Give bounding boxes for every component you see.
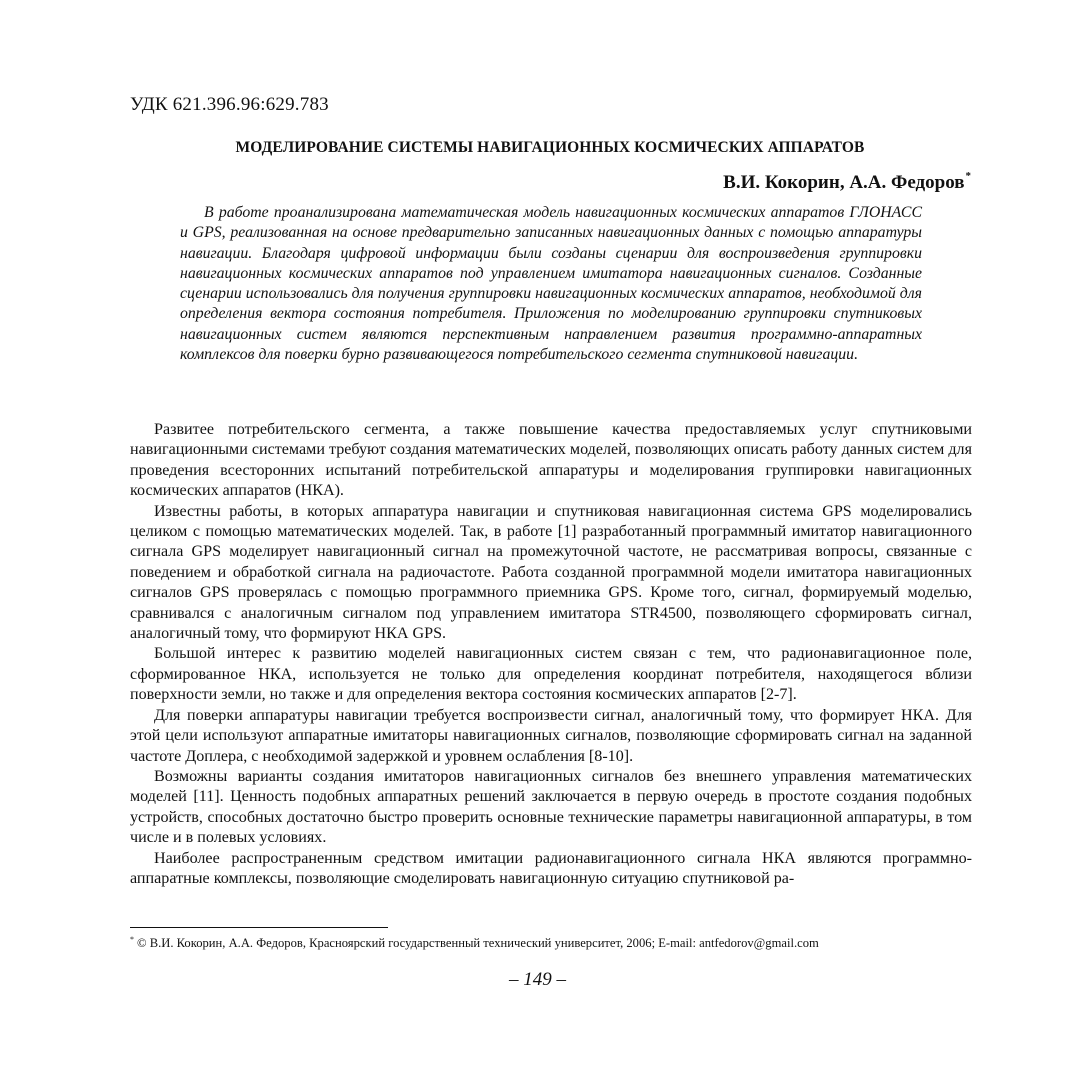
author-names: В.И. Кокорин, А.А. Федоров — [723, 172, 965, 193]
body-text — [130, 420, 972, 889]
footnote — [130, 935, 819, 951]
footnote-divider — [130, 927, 388, 928]
body-paragraph: Известны работы, в которых аппаратура навигации и спутниковая навигационная система GPS моделировались целиком с помощью математических моделей. Так, в работе [1] разработанный программный имитатор навигационного сигнала GPS моделирует навигационный сигнал на промежуточной частоте, не рассматривая вопросы, связанные с поведением и обработкой сигнала на радиочастоте. Работа созданной программной модели имитатора навигационных сигналов GPS проверялась с помощью программного приемника GPS. Кроме того, сигнал, формируемый моделью, сравнивался с аналогичным сигналом под управлением имитатора STR4500, позволяющего сформировать сигнал, аналогичный тому, что формируют НКА GPS. — [130, 502, 972, 643]
authors-line — [723, 170, 971, 194]
footnote-text: © В.И. Кокорин, А.А. Федоров, Красноярский государственный технический университет, 2006; E-mail: antfedorov@gmail.com — [137, 936, 819, 950]
body-paragraph: Для поверки аппаратуры навигации требуется воспроизвести сигнал, аналогичный тому, что формирует НКА. Для этой цели используют аппаратные имитаторы навигационных сигналов, позволяющие сформировать сигнал на заданной частоте Доплера, с необходимой задержкой и уровнем ослабления [8-10]. — [130, 706, 972, 765]
body-paragraph: Большой интерес к развитию моделей навигационных систем связан с тем, что радионавигационное поле, сформированное НКА, используется не только для определения координат потребителя, находящегося вблизи поверхности земли, но также и для определения вектора состояния космических аппаратов [2-7]. — [130, 645, 972, 704]
body-paragraph: Развитее потребительского сегмента, а также повышение качества предоставляемых услуг спутниковыми навигационными системами требуют создания математических моделей, позволяющих описать работу данных систем для проведения всесторонних испытаний потребительской аппаратуры и моделирования группировки навигационных космических аппаратов (НКА). — [130, 421, 972, 500]
footnote-mark: * — [130, 935, 134, 944]
udc-code: УДК 621.396.96:629.783 — [130, 94, 329, 115]
body-paragraph: Наиболее распространенным средством имитации радионавигационного сигнала НКА являются программно-аппаратные комплексы, позволяющие смоделировать навигационную ситуацию спутниковой ра- — [130, 849, 972, 887]
footnote-reference: * — [965, 170, 971, 182]
body-paragraph: Возможны варианты создания имитаторов навигационных сигналов без внешнего управления математических моделей [11]. Ценность подобных аппаратных решений заключается в первую очередь в простоте создания подобных устройств, способных достаточно быстро проверить основные технические параметры навигационной аппаратуры, в том числе и в полевых условиях. — [130, 767, 972, 847]
article-title: МОДЕЛИРОВАНИЕ СИСТЕМЫ НАВИГАЦИОННЫХ КОСМИЧЕСКИХ АППАРАТОВ — [235, 139, 865, 156]
page-number: – 149 – — [509, 969, 566, 990]
abstract: В работе проанализирована математическая модель навигационных космических аппаратов ГЛОНАСС и GPS, реализованная на основе предварительно записанных навигационных данных с помощью аппаратуры навигации. Благодаря цифровой информации были созданы сценарии для воспроизведения группировки навигационных космических аппаратов под управлением имитатора навигационных сигналов. Созданные сценарии использовались для получения группировки навигационных космических аппаратов, необходимой для определения вектора состояния потребителя. Приложения по моделированию группировки спутниковых навигационных систем являются перспективным направлением развития программно-аппаратных комплексов для поверки бурно развивающегося потребительского сегмента спутниковой навигации. — [180, 204, 922, 364]
